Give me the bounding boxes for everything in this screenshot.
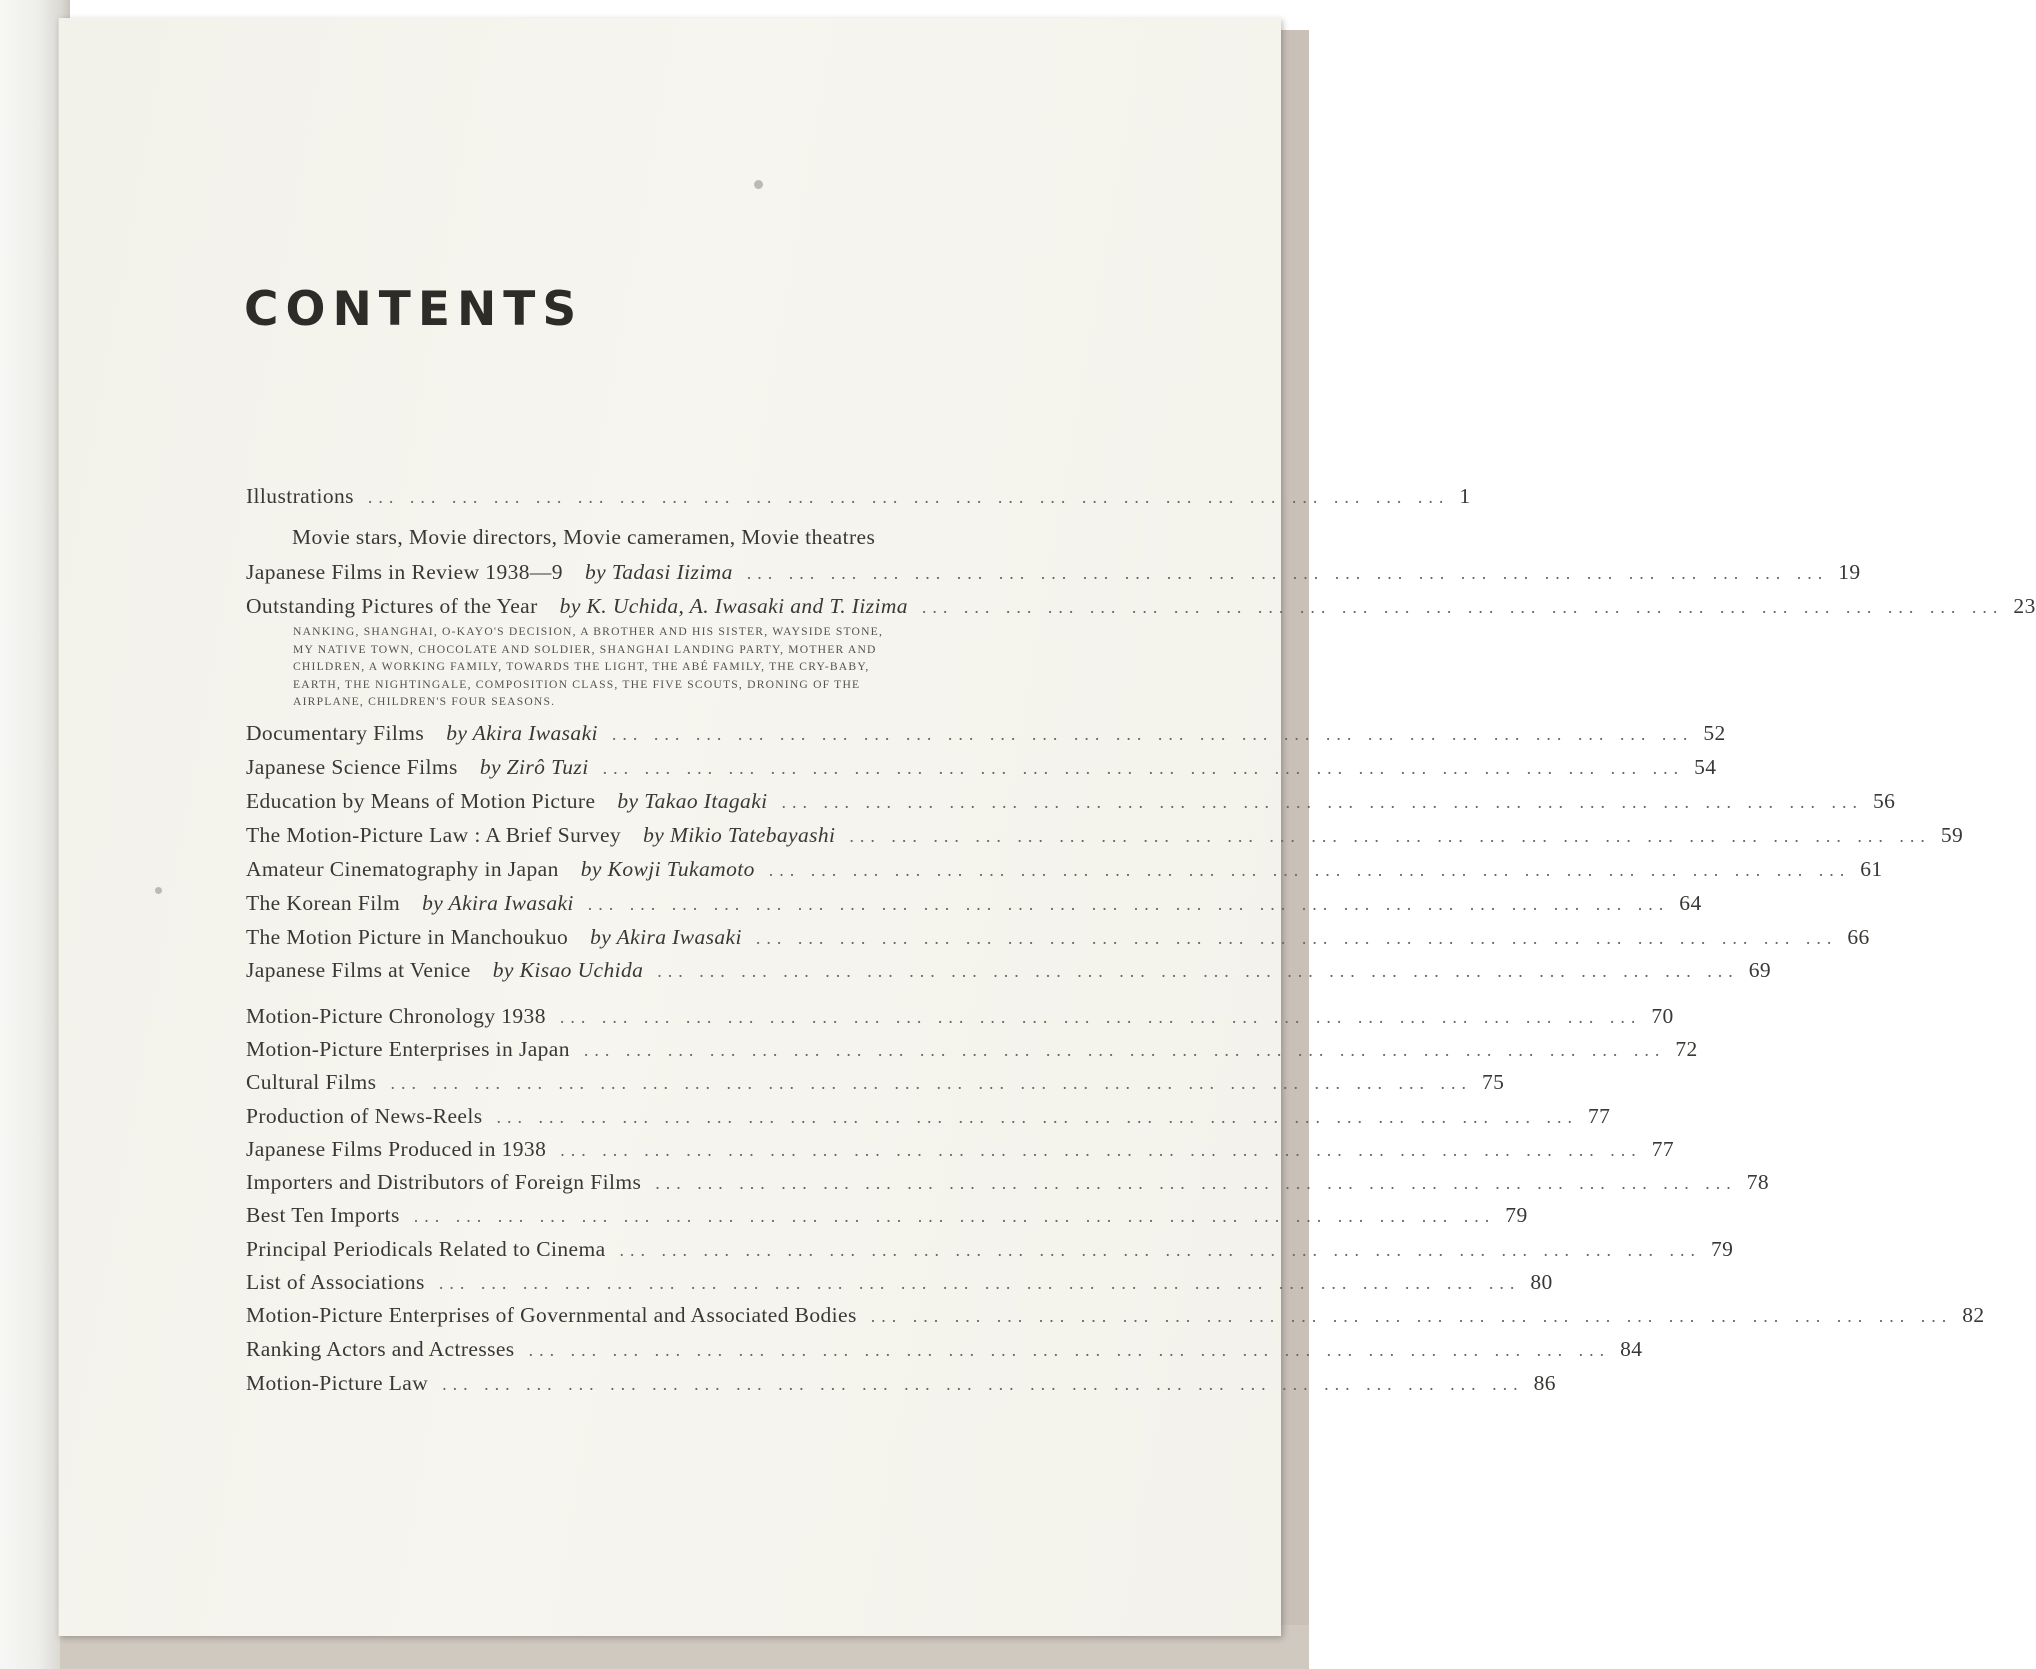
entry-author: by K. Uchida, A. Iwasaki and T. Iizima [559,594,908,618]
entry-title: Japanese Films at Venice [246,958,471,982]
toc-entry-importers [246,1170,1770,1204]
dot-leader: ... ... ... ... ... ... ... ... ... ... ... ... ... ... ... ... ... ... ... ... ... ... ... ... ... ... [496,1107,1579,1127]
dot-leader: ... ... ... ... ... ... ... ... ... ... ... ... ... ... ... ... ... ... ... ... ... ... ... ... ... ... [870,1306,1953,1326]
entry-author: by Akira Iwasaki [422,891,574,915]
entry-title: The Motion Picture in Manchoukuo [246,925,569,949]
entry-title: List of Associations [246,1270,425,1294]
outstanding-pictures-list [293,623,1009,711]
dot-leader: ... ... ... ... ... ... ... ... ... ... ... ... ... ... ... ... ... ... ... ... ... ... ... ... ... ... [528,1340,1611,1360]
dot-leader: ... ... ... ... ... ... ... ... ... ... ... ... ... ... ... ... ... ... ... ... ... ... ... ... ... ... [619,1240,1702,1260]
toc-entry-venice [246,958,1772,992]
page-number: 52 [1703,721,1726,745]
toc-entry-korean-film [246,891,1702,925]
toc-entry-ranking-actors [246,1337,1643,1371]
entry-title: Importers and Distributors of Foreign Films [246,1170,642,1194]
toc-entry-associations [246,1270,1553,1304]
entry-title: The Motion-Picture Law : A Brief Survey [246,823,622,847]
toc-entry-news-reels [246,1104,1611,1138]
page-number: 59 [1940,823,1964,847]
entry-title: Japanese Films in Review 1938—9 [246,560,563,584]
entry-author: by Akira Iwasaki [446,721,598,745]
toc-entry-governmental-bodies [246,1303,1985,1337]
toc-entry-japanese-films-in-review [246,560,1861,594]
dot-leader: ... ... ... ... ... ... ... ... ... ... ... ... ... ... ... ... ... ... ... ... ... ... ... ... ... ... [442,1374,1524,1394]
dot-leader: ... ... ... ... ... ... ... ... ... ... ... ... ... ... ... ... ... ... ... ... ... ... ... ... ... ... [921,597,2004,617]
toc-entry-science-films [246,755,1717,789]
dot-leader: ... ... ... ... ... ... ... ... ... ... ... ... ... ... ... ... ... ... ... ... ... ... ... ... ... ... [559,1007,1642,1027]
page-number: 77 [1588,1104,1611,1128]
dot-leader: ... ... ... ... ... ... ... ... ... ... ... ... ... ... ... ... ... ... ... ... ... ... ... ... ... ... [746,563,1829,583]
entry-title: Japanese Films Produced in 1938 [246,1137,547,1161]
page-number: 1 [1459,484,1471,508]
toc-entry-motion-picture-law-survey [246,823,1964,857]
dot-leader: ... ... ... ... ... ... ... ... ... ... ... ... ... ... ... ... ... ... ... ... ... ... ... ... ... ... [657,961,1739,981]
dot-leader: ... ... ... ... ... ... ... ... ... ... ... ... ... ... ... ... ... ... ... ... ... ... ... ... ... ... [367,487,1450,507]
toc-entry-cultural-films [246,1070,1505,1104]
page-number: 78 [1746,1170,1770,1194]
page-number: 70 [1651,1004,1674,1028]
page-number: 86 [1533,1371,1556,1395]
page-title: CONTENTS [244,282,584,337]
illustrations-subtitle: Movie stars, Movie directors, Movie cameramen, Movie theatres [292,525,876,549]
entry-title: Production of News-Reels [246,1104,483,1128]
page-number: 84 [1620,1337,1643,1361]
entry-author: by Kisao Uchida [492,958,644,982]
page-number: 75 [1481,1070,1505,1094]
entry-author: by Takao Itagaki [617,789,768,813]
entry-title: Best Ten Imports [246,1203,400,1227]
dot-leader: ... ... ... ... ... ... ... ... ... ... ... ... ... ... ... ... ... ... ... ... ... ... ... ... ... ... [768,860,1851,880]
entry-title: Motion-Picture Enterprises of Governmental and Associated Bodies [246,1303,857,1327]
page-number: 66 [1847,925,1870,949]
entry-title: Japanese Science Films [246,755,458,779]
dot-leader: ... ... ... ... ... ... ... ... ... ... ... ... ... ... ... ... ... ... ... ... ... ... ... ... ... ... [438,1273,1521,1293]
toc-entry-documentary-films [246,721,1726,755]
page-number: 72 [1675,1037,1698,1061]
page-number: 80 [1530,1270,1553,1294]
dot-leader: ... ... ... ... ... ... ... ... ... ... ... ... ... ... ... ... ... ... ... ... ... ... ... ... ... ... [611,724,1694,744]
entry-title: Motion-Picture Enterprises in Japan [246,1037,570,1061]
toc-entry-motion-picture-law [246,1371,1556,1405]
page-number: 69 [1748,958,1772,982]
toc-entry-illustrations [246,484,1471,518]
toc-entry-amateur-cinematography [246,857,1883,891]
entry-title: Education by Means of Motion Picture [246,789,596,813]
dot-leader: ... ... ... ... ... ... ... ... ... ... ... ... ... ... ... ... ... ... ... ... ... ... ... ... ... ... [583,1040,1666,1060]
toc-entry-best-ten [246,1203,1528,1237]
entry-author: by Akira Iwasaki [590,925,742,949]
page-number: 77 [1651,1137,1675,1161]
film-list-line: EARTH, THE NIGHTINGALE, COMPOSITION CLASS, THE FIVE SCOUTS, DRONING OF THE [293,677,861,691]
dot-leader: ... ... ... ... ... ... ... ... ... ... ... ... ... ... ... ... ... ... ... ... ... ... ... ... ... ... [655,1173,1737,1193]
page-number: 82 [1962,1303,1985,1327]
page-number: 19 [1838,560,1861,584]
entry-title: Amateur Cinematography in Japan [246,857,559,881]
dot-leader: ... ... ... ... ... ... ... ... ... ... ... ... ... ... ... ... ... ... ... ... ... ... ... ... ... ... [560,1140,1642,1160]
dot-leader: ... ... ... ... ... ... ... ... ... ... ... ... ... ... ... ... ... ... ... ... ... ... ... ... ... ... [587,894,1670,914]
entry-title: Cultural Films [246,1070,377,1094]
entry-title: Ranking Actors and Actresses [246,1337,515,1361]
page-number: 79 [1505,1203,1528,1227]
toc-entry-chronology [246,1004,1674,1038]
toc-entry-enterprises [246,1037,1698,1071]
page-number: 54 [1694,755,1717,779]
toc-entry-education [246,789,1896,823]
page-number: 23 [2013,594,2036,618]
dot-leader: ... ... ... ... ... ... ... ... ... ... ... ... ... ... ... ... ... ... ... ... ... ... ... ... ... ... [390,1073,1472,1093]
entry-title: The Korean Film [246,891,401,915]
page-number: 56 [1873,789,1896,813]
entry-author: by Mikio Tatebayashi [643,823,836,847]
page-number: 61 [1860,857,1883,881]
page-number: 64 [1679,891,1702,915]
entry-title: Outstanding Pictures of the Year [246,594,538,618]
dot-leader: ... ... ... ... ... ... ... ... ... ... ... ... ... ... ... ... ... ... ... ... ... ... ... ... ... ... [413,1206,1496,1226]
film-list-line: CHILDREN, A WORKING FAMILY, TOWARDS THE LIGHT, THE ABÉ FAMILY, THE CRY-BABY, [293,660,870,674]
dot-leader: ... ... ... ... ... ... ... ... ... ... ... ... ... ... ... ... ... ... ... ... ... ... ... ... ... ... [781,792,1864,812]
film-list-line: NANKING, SHANGHAI, O-KAYO'S DECISION, A BROTHER AND HIS SISTER, WAYSIDE STONE, [293,625,884,638]
entry-author: by Tadasi Iizima [584,560,733,584]
entry-author: by Kowji Tukamoto [580,857,755,881]
entry-title: Principal Periodicals Related to Cinema [246,1237,606,1261]
film-list-line: AIRPLANE, CHILDREN'S FOUR SEASONS. [293,695,556,709]
dot-leader: ... ... ... ... ... ... ... ... ... ... ... ... ... ... ... ... ... ... ... ... ... ... ... ... ... ... [849,826,1931,846]
entry-author: by Zirô Tuzi [479,755,589,779]
toc-entry-manchoukuo [246,925,1870,959]
dot-leader: ... ... ... ... ... ... ... ... ... ... ... ... ... ... ... ... ... ... ... ... ... ... ... ... ... ... [755,928,1838,948]
dot-leader: ... ... ... ... ... ... ... ... ... ... ... ... ... ... ... ... ... ... ... ... ... ... ... ... ... ... [602,758,1685,778]
toc-entry-films-produced [246,1137,1675,1171]
toc-entry-periodicals [246,1237,1734,1271]
entry-title: Motion-Picture Chronology 1938 [246,1004,546,1028]
film-list-line: MY NATIVE TOWN, CHOCOLATE AND SOLDIER, SHANGHAI LANDING PARTY, MOTHER AND [293,642,877,656]
entry-title: Illustrations [246,484,354,508]
entry-title: Motion-Picture Law [246,1371,429,1395]
entry-title: Documentary Films [246,721,425,745]
page-number: 79 [1711,1237,1734,1261]
